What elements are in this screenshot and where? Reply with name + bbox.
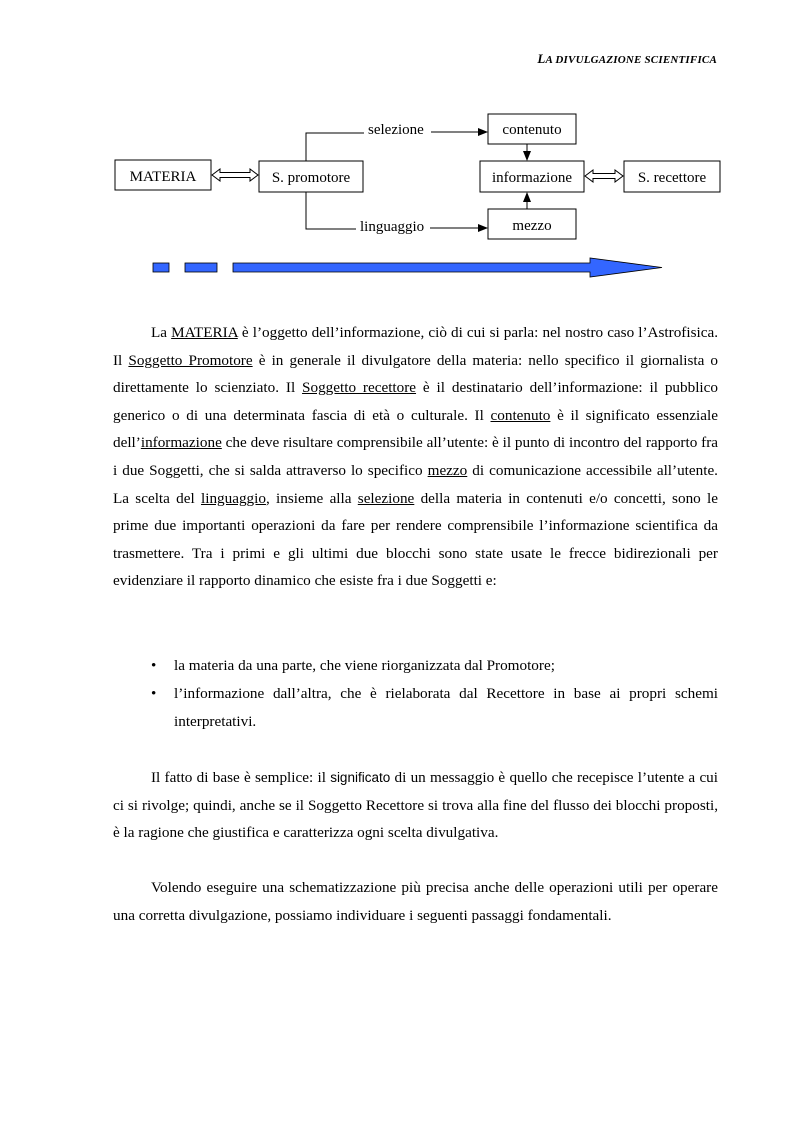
term-mezzo: mezzo: [427, 461, 468, 479]
svg-text:S. promotore: S. promotore: [271, 170, 351, 186]
term-linguaggio: linguaggio: [201, 489, 266, 507]
term-materia: MATERIA: [171, 324, 238, 341]
communication-diagram: [0, 0, 793, 300]
contenuto-box: [488, 114, 576, 144]
selezione-label: selezione: [368, 122, 424, 138]
flow-arrow: [153, 258, 662, 277]
materia-box: [115, 160, 211, 190]
promotore-box: [259, 161, 363, 192]
svg-text:contenuto: contenuto: [502, 122, 562, 138]
linguaggio-label: linguaggio: [360, 219, 425, 235]
term-informazione: informazione: [140, 434, 222, 452]
bullet-list: [113, 652, 718, 736]
term-soggetto-promotore: Soggetto Promotore: [128, 351, 253, 369]
term-significato: significato: [330, 770, 391, 785]
double-arrow-materia-promotore: [212, 169, 258, 181]
list-item: • la materia da una parte, che viene riorganizzata dal Promotore;: [113, 652, 718, 680]
svg-text:informazione: informazione: [492, 170, 572, 186]
bullet-icon: •: [151, 657, 157, 674]
double-arrow-informazione-recettore: [585, 170, 623, 182]
term-selezione: selezione: [357, 489, 415, 507]
term-soggetto-recettore: Soggetto recettore: [302, 379, 417, 397]
running-header: LA DIVULGAZIONE SCIENTIFICA: [537, 51, 717, 66]
svg-text:mezzo: mezzo: [512, 218, 552, 234]
list-item: • l’informazione dall’altra, che è rielaborata dal Recettore in base ai propri schemi interpretativi.: [113, 680, 718, 736]
svg-text:MATERIA: MATERIA: [129, 169, 197, 185]
mezzo-box: [488, 209, 576, 239]
paragraph-3: Volendo eseguire una schematizzazione più precisa anche delle operazioni utili per operare una corretta divulgazione, possiamo individuare i seguenti passaggi fondamentali.: [113, 879, 718, 924]
paragraph-2: Il fatto di base è semplice: il significato di un messaggio è quello che recepisce l’utente a cui ci si rivolge; quindi, anche se il Soggetto Recettore si trova alla fine del flusso dei blocchi proposti, è la ragione che giustifica e caratterizza ogni scelta divulgativa.: [113, 769, 718, 842]
informazione-box: [480, 161, 584, 192]
recettore-box: [624, 161, 720, 192]
paragraph-1: La MATERIA è l’oggetto dell’informazione, ciò di cui si parla: nel nostro caso l’Astrofisica. Il Soggetto Promotore è in generale il divulgatore della materia: nello specifico il giornalista o direttamente lo scienziato. Il Soggetto recettore è il destinatario dell’informazione: il pubblico generico o di una determinata fascia di età o culturale. Il contenuto è il significato essenziale dell’informazione che deve risultare comprensibile all’utente: è il punto di incontro del rapporto fra i due Soggetti, che si salda attraverso lo specifico mezzo di comunicazione accessibile all’utente. La scelta del linguaggio, insieme alla selezione della materia in contenuti e/o concetti, sono le prime due importanti operazioni da fare per rendere comprensibile l’informazione scientifica da trasmettere. Tra i primi e gli ultimi due blocchi sono state usate le frecce bidirezionali per evidenziare il rapporto dinamico che esiste fra i due Soggetti e:: [113, 324, 719, 590]
svg-text:S. recettore: S. recettore: [637, 170, 707, 186]
bullet-icon: •: [151, 685, 157, 702]
term-contenuto: contenuto: [490, 406, 551, 424]
